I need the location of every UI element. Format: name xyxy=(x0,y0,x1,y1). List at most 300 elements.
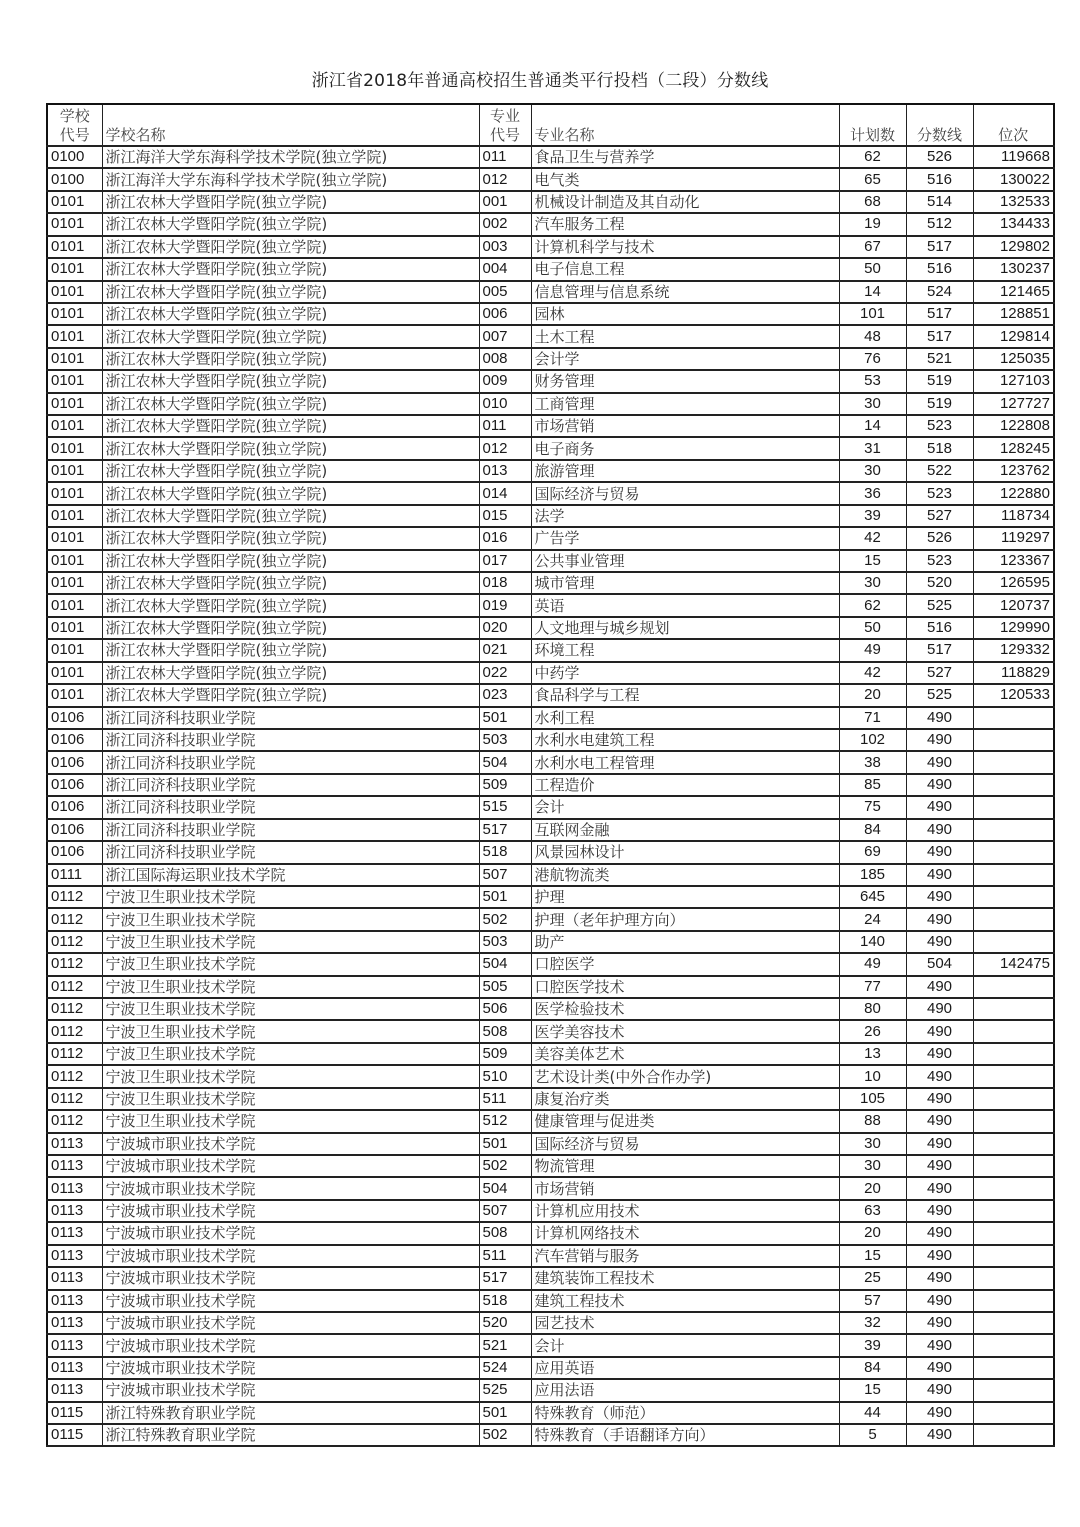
school-code-cell: 0101 xyxy=(47,393,102,415)
score-cell: 490 xyxy=(906,931,973,953)
plan-cell: 26 xyxy=(839,1020,906,1042)
school-code-cell: 0101 xyxy=(47,684,102,706)
school-name-cell: 宁波卫生职业技术学院 xyxy=(102,953,479,975)
school-name-cell: 浙江国际海运职业技术学院 xyxy=(102,864,479,886)
score-cell: 490 xyxy=(906,1088,973,1110)
school-name-cell: 宁波城市职业技术学院 xyxy=(102,1133,479,1155)
table-row xyxy=(47,796,1054,818)
table-row xyxy=(47,886,1054,908)
major-code-cell: 517 xyxy=(479,819,531,841)
school-code-cell: 0101 xyxy=(47,213,102,235)
major-code-cell: 520 xyxy=(479,1312,531,1334)
school-code-cell: 0100 xyxy=(47,146,102,168)
score-cell: 490 xyxy=(906,1290,973,1312)
table-body xyxy=(47,146,1054,1446)
major-name-cell: 美容美体艺术 xyxy=(531,1043,839,1065)
table-row xyxy=(47,281,1054,303)
plan-cell: 71 xyxy=(839,707,906,729)
school-code-cell: 0101 xyxy=(47,258,102,280)
plan-cell: 30 xyxy=(839,393,906,415)
plan-cell: 10 xyxy=(839,1065,906,1087)
major-name-cell: 互联网金融 xyxy=(531,819,839,841)
school-code-cell: 0101 xyxy=(47,550,102,572)
rank-cell xyxy=(973,998,1054,1020)
major-name-cell: 特殊教育（手语翻译方向） xyxy=(531,1424,839,1446)
major-name-cell: 计算机科学与技术 xyxy=(531,236,839,258)
header-major-code: 专业 代号 xyxy=(479,104,531,146)
header-plan: 计划数 xyxy=(839,104,906,146)
school-code-cell: 0113 xyxy=(47,1357,102,1379)
school-code-cell: 0112 xyxy=(47,886,102,908)
school-name-cell: 浙江农林大学暨阳学院(独立学院) xyxy=(102,617,479,639)
school-code-cell: 0113 xyxy=(47,1379,102,1401)
rank-cell xyxy=(973,1088,1054,1110)
rank-cell: 142475 xyxy=(973,953,1054,975)
major-code-cell: 515 xyxy=(479,796,531,818)
table-row xyxy=(47,751,1054,773)
plan-cell: 42 xyxy=(839,527,906,549)
school-name-cell: 浙江海洋大学东海科学技术学院(独立学院) xyxy=(102,168,479,190)
score-cell: 490 xyxy=(906,707,973,729)
major-name-cell: 广告学 xyxy=(531,527,839,549)
table-row xyxy=(47,1088,1054,1110)
school-code-cell: 0112 xyxy=(47,976,102,998)
major-code-cell: 007 xyxy=(479,325,531,347)
major-name-cell: 汽车营销与服务 xyxy=(531,1245,839,1267)
school-name-cell: 浙江农林大学暨阳学院(独立学院) xyxy=(102,348,479,370)
rank-cell: 129802 xyxy=(973,236,1054,258)
school-code-cell: 0112 xyxy=(47,908,102,930)
rank-cell xyxy=(973,1110,1054,1132)
score-cell: 490 xyxy=(906,1357,973,1379)
school-code-cell: 0101 xyxy=(47,348,102,370)
table-row xyxy=(47,1267,1054,1289)
rank-cell xyxy=(973,796,1054,818)
major-code-cell: 012 xyxy=(479,437,531,459)
plan-cell: 31 xyxy=(839,437,906,459)
rank-cell xyxy=(973,1177,1054,1199)
school-name-cell: 浙江农林大学暨阳学院(独立学院) xyxy=(102,415,479,437)
major-name-cell: 市场营销 xyxy=(531,1177,839,1199)
school-code-cell: 0106 xyxy=(47,729,102,751)
table-row xyxy=(47,864,1054,886)
rank-cell: 123367 xyxy=(973,550,1054,572)
rank-cell xyxy=(973,819,1054,841)
plan-cell: 15 xyxy=(839,550,906,572)
score-cell: 525 xyxy=(906,594,973,616)
school-name-cell: 浙江海洋大学东海科学技术学院(独立学院) xyxy=(102,146,479,168)
major-name-cell: 旅游管理 xyxy=(531,460,839,482)
plan-cell: 185 xyxy=(839,864,906,886)
major-name-cell: 中药学 xyxy=(531,662,839,684)
school-code-cell: 0101 xyxy=(47,460,102,482)
score-cell: 490 xyxy=(906,751,973,773)
plan-cell: 13 xyxy=(839,1043,906,1065)
plan-cell: 84 xyxy=(839,1357,906,1379)
school-name-cell: 宁波城市职业技术学院 xyxy=(102,1155,479,1177)
score-cell: 523 xyxy=(906,550,973,572)
school-code-cell: 0115 xyxy=(47,1402,102,1424)
school-name-cell: 宁波卫生职业技术学院 xyxy=(102,1088,479,1110)
major-code-cell: 003 xyxy=(479,236,531,258)
major-name-cell: 电气类 xyxy=(531,168,839,190)
plan-cell: 19 xyxy=(839,213,906,235)
score-cell: 520 xyxy=(906,572,973,594)
table-row xyxy=(47,213,1054,235)
school-name-cell: 宁波卫生职业技术学院 xyxy=(102,1110,479,1132)
major-code-cell: 502 xyxy=(479,1424,531,1446)
rank-cell: 119297 xyxy=(973,527,1054,549)
major-code-cell: 502 xyxy=(479,908,531,930)
rank-cell: 125035 xyxy=(973,348,1054,370)
major-code-cell: 018 xyxy=(479,572,531,594)
plan-cell: 30 xyxy=(839,460,906,482)
table-row xyxy=(47,931,1054,953)
major-name-cell: 英语 xyxy=(531,594,839,616)
rank-cell: 128245 xyxy=(973,437,1054,459)
school-name-cell: 浙江同济科技职业学院 xyxy=(102,729,479,751)
school-name-cell: 宁波城市职业技术学院 xyxy=(102,1177,479,1199)
major-code-cell: 509 xyxy=(479,774,531,796)
major-code-cell: 501 xyxy=(479,707,531,729)
school-code-cell: 0113 xyxy=(47,1334,102,1356)
score-table xyxy=(46,103,1055,1447)
major-code-cell: 021 xyxy=(479,639,531,661)
table-row xyxy=(47,1133,1054,1155)
major-code-cell: 005 xyxy=(479,281,531,303)
major-code-cell: 001 xyxy=(479,191,531,213)
table-row xyxy=(47,505,1054,527)
plan-cell: 20 xyxy=(839,684,906,706)
score-cell: 517 xyxy=(906,303,973,325)
table-row xyxy=(47,953,1054,975)
school-name-cell: 宁波卫生职业技术学院 xyxy=(102,931,479,953)
score-cell: 490 xyxy=(906,1402,973,1424)
plan-cell: 32 xyxy=(839,1312,906,1334)
school-code-cell: 0113 xyxy=(47,1177,102,1199)
table-row xyxy=(47,348,1054,370)
score-cell: 504 xyxy=(906,953,973,975)
score-cell: 490 xyxy=(906,1200,973,1222)
table-row xyxy=(47,370,1054,392)
score-cell: 490 xyxy=(906,796,973,818)
school-code-cell: 0101 xyxy=(47,236,102,258)
rank-cell: 127727 xyxy=(973,393,1054,415)
score-cell: 490 xyxy=(906,819,973,841)
major-name-cell: 应用法语 xyxy=(531,1379,839,1401)
plan-cell: 645 xyxy=(839,886,906,908)
school-code-cell: 0112 xyxy=(47,953,102,975)
major-name-cell: 环境工程 xyxy=(531,639,839,661)
score-cell: 490 xyxy=(906,998,973,1020)
score-cell: 517 xyxy=(906,236,973,258)
plan-cell: 80 xyxy=(839,998,906,1020)
major-code-cell: 008 xyxy=(479,348,531,370)
major-code-cell: 512 xyxy=(479,1110,531,1132)
rank-cell: 129332 xyxy=(973,639,1054,661)
table-row xyxy=(47,639,1054,661)
table-row xyxy=(47,303,1054,325)
major-name-cell: 特殊教育（师范） xyxy=(531,1402,839,1424)
school-code-cell: 0112 xyxy=(47,931,102,953)
rank-cell xyxy=(973,1312,1054,1334)
rank-cell xyxy=(973,1020,1054,1042)
plan-cell: 44 xyxy=(839,1402,906,1424)
plan-cell: 63 xyxy=(839,1200,906,1222)
school-code-cell: 0113 xyxy=(47,1290,102,1312)
table-header-row xyxy=(47,104,1054,146)
school-name-cell: 浙江特殊教育职业学院 xyxy=(102,1402,479,1424)
major-name-cell: 信息管理与信息系统 xyxy=(531,281,839,303)
plan-cell: 14 xyxy=(839,281,906,303)
plan-cell: 39 xyxy=(839,1334,906,1356)
school-code-cell: 0113 xyxy=(47,1312,102,1334)
score-cell: 490 xyxy=(906,1065,973,1087)
school-name-cell: 宁波城市职业技术学院 xyxy=(102,1267,479,1289)
rank-cell xyxy=(973,774,1054,796)
major-name-cell: 食品卫生与营养学 xyxy=(531,146,839,168)
rank-cell xyxy=(973,1155,1054,1177)
major-code-cell: 511 xyxy=(479,1088,531,1110)
major-code-cell: 521 xyxy=(479,1334,531,1356)
school-code-cell: 0100 xyxy=(47,168,102,190)
school-name-cell: 宁波卫生职业技术学院 xyxy=(102,998,479,1020)
major-code-cell: 502 xyxy=(479,1155,531,1177)
score-cell: 527 xyxy=(906,662,973,684)
major-code-cell: 518 xyxy=(479,841,531,863)
major-code-cell: 006 xyxy=(479,303,531,325)
plan-cell: 5 xyxy=(839,1424,906,1446)
school-name-cell: 宁波城市职业技术学院 xyxy=(102,1200,479,1222)
score-cell: 490 xyxy=(906,886,973,908)
major-name-cell: 食品科学与工程 xyxy=(531,684,839,706)
school-name-cell: 浙江农林大学暨阳学院(独立学院) xyxy=(102,258,479,280)
plan-cell: 50 xyxy=(839,617,906,639)
plan-cell: 49 xyxy=(839,953,906,975)
major-name-cell: 康复治疗类 xyxy=(531,1088,839,1110)
school-name-cell: 宁波城市职业技术学院 xyxy=(102,1245,479,1267)
table-row xyxy=(47,550,1054,572)
plan-cell: 25 xyxy=(839,1267,906,1289)
page-title: 浙江省2018年普通高校招生普通类平行投档（二段）分数线 xyxy=(311,71,769,91)
table-row xyxy=(47,1312,1054,1334)
table-row xyxy=(47,819,1054,841)
score-cell: 523 xyxy=(906,482,973,504)
school-name-cell: 浙江同济科技职业学院 xyxy=(102,841,479,863)
plan-cell: 20 xyxy=(839,1177,906,1199)
major-name-cell: 电子商务 xyxy=(531,437,839,459)
score-cell: 526 xyxy=(906,146,973,168)
major-name-cell: 汽车服务工程 xyxy=(531,213,839,235)
rank-cell xyxy=(973,1424,1054,1446)
major-code-cell: 014 xyxy=(479,482,531,504)
plan-cell: 30 xyxy=(839,1155,906,1177)
rank-cell xyxy=(973,1379,1054,1401)
major-code-cell: 506 xyxy=(479,998,531,1020)
major-name-cell: 人文地理与城乡规划 xyxy=(531,617,839,639)
school-code-cell: 0113 xyxy=(47,1155,102,1177)
rank-cell xyxy=(973,841,1054,863)
score-cell: 490 xyxy=(906,1043,973,1065)
major-name-cell: 工商管理 xyxy=(531,393,839,415)
major-name-cell: 公共事业管理 xyxy=(531,550,839,572)
rank-cell: 118829 xyxy=(973,662,1054,684)
school-code-cell: 0101 xyxy=(47,325,102,347)
table-row xyxy=(47,1177,1054,1199)
rank-cell xyxy=(973,1245,1054,1267)
major-code-cell: 501 xyxy=(479,1133,531,1155)
plan-cell: 102 xyxy=(839,729,906,751)
school-name-cell: 浙江同济科技职业学院 xyxy=(102,796,479,818)
major-code-cell: 020 xyxy=(479,617,531,639)
school-code-cell: 0106 xyxy=(47,774,102,796)
rank-cell xyxy=(973,908,1054,930)
major-code-cell: 022 xyxy=(479,662,531,684)
rank-cell: 123762 xyxy=(973,460,1054,482)
score-cell: 514 xyxy=(906,191,973,213)
major-code-cell: 524 xyxy=(479,1357,531,1379)
rank-cell xyxy=(973,1290,1054,1312)
major-name-cell: 口腔医学 xyxy=(531,953,839,975)
score-cell: 519 xyxy=(906,393,973,415)
major-name-cell: 港航物流类 xyxy=(531,864,839,886)
major-name-cell: 健康管理与促进类 xyxy=(531,1110,839,1132)
rank-cell xyxy=(973,931,1054,953)
school-name-cell: 浙江同济科技职业学院 xyxy=(102,751,479,773)
rank-cell: 128851 xyxy=(973,303,1054,325)
major-name-cell: 园艺技术 xyxy=(531,1312,839,1334)
rank-cell xyxy=(973,1334,1054,1356)
plan-cell: 15 xyxy=(839,1245,906,1267)
rank-cell: 134433 xyxy=(973,213,1054,235)
plan-cell: 15 xyxy=(839,1379,906,1401)
major-name-cell: 机械设计制造及其自动化 xyxy=(531,191,839,213)
score-cell: 490 xyxy=(906,1155,973,1177)
rank-cell: 130022 xyxy=(973,168,1054,190)
plan-cell: 48 xyxy=(839,325,906,347)
school-name-cell: 浙江农林大学暨阳学院(独立学院) xyxy=(102,550,479,572)
table-row xyxy=(47,1245,1054,1267)
major-code-cell: 013 xyxy=(479,460,531,482)
school-code-cell: 0112 xyxy=(47,1020,102,1042)
major-name-cell: 园林 xyxy=(531,303,839,325)
major-code-cell: 510 xyxy=(479,1065,531,1087)
rank-cell: 120737 xyxy=(973,594,1054,616)
major-code-cell: 501 xyxy=(479,886,531,908)
score-cell: 490 xyxy=(906,1177,973,1199)
school-name-cell: 宁波城市职业技术学院 xyxy=(102,1379,479,1401)
major-code-cell: 017 xyxy=(479,550,531,572)
major-name-cell: 市场营销 xyxy=(531,415,839,437)
major-code-cell: 011 xyxy=(479,415,531,437)
school-name-cell: 宁波城市职业技术学院 xyxy=(102,1334,479,1356)
rank-cell xyxy=(973,1222,1054,1244)
rank-cell xyxy=(973,1065,1054,1087)
school-code-cell: 0101 xyxy=(47,505,102,527)
table-row xyxy=(47,1110,1054,1132)
table-row xyxy=(47,437,1054,459)
major-name-cell: 电子信息工程 xyxy=(531,258,839,280)
score-cell: 490 xyxy=(906,1312,973,1334)
major-name-cell: 医学美容技术 xyxy=(531,1020,839,1042)
table-row xyxy=(47,1334,1054,1356)
school-code-cell: 0101 xyxy=(47,594,102,616)
plan-cell: 14 xyxy=(839,415,906,437)
school-name-cell: 浙江特殊教育职业学院 xyxy=(102,1424,479,1446)
rank-cell xyxy=(973,1043,1054,1065)
score-cell: 490 xyxy=(906,1110,973,1132)
score-cell: 517 xyxy=(906,639,973,661)
school-name-cell: 宁波卫生职业技术学院 xyxy=(102,908,479,930)
score-cell: 516 xyxy=(906,258,973,280)
major-name-cell: 助产 xyxy=(531,931,839,953)
score-cell: 490 xyxy=(906,1267,973,1289)
plan-cell: 68 xyxy=(839,191,906,213)
rank-cell: 127103 xyxy=(973,370,1054,392)
plan-cell: 49 xyxy=(839,639,906,661)
major-code-cell: 508 xyxy=(479,1222,531,1244)
school-name-cell: 浙江农林大学暨阳学院(独立学院) xyxy=(102,482,479,504)
score-cell: 516 xyxy=(906,617,973,639)
school-code-cell: 0112 xyxy=(47,1110,102,1132)
major-name-cell: 水利水电建筑工程 xyxy=(531,729,839,751)
school-code-cell: 0115 xyxy=(47,1424,102,1446)
score-cell: 527 xyxy=(906,505,973,527)
score-cell: 519 xyxy=(906,370,973,392)
school-name-cell: 浙江同济科技职业学院 xyxy=(102,707,479,729)
school-name-cell: 浙江农林大学暨阳学院(独立学院) xyxy=(102,639,479,661)
rank-cell xyxy=(973,1402,1054,1424)
table-row xyxy=(47,774,1054,796)
plan-cell: 53 xyxy=(839,370,906,392)
plan-cell: 38 xyxy=(839,751,906,773)
plan-cell: 65 xyxy=(839,168,906,190)
major-code-cell: 508 xyxy=(479,1020,531,1042)
school-code-cell: 0112 xyxy=(47,1088,102,1110)
school-code-cell: 0112 xyxy=(47,998,102,1020)
school-code-cell: 0113 xyxy=(47,1267,102,1289)
rank-cell xyxy=(973,1357,1054,1379)
school-code-cell: 0101 xyxy=(47,527,102,549)
major-code-cell: 517 xyxy=(479,1267,531,1289)
school-code-cell: 0113 xyxy=(47,1200,102,1222)
plan-cell: 67 xyxy=(839,236,906,258)
major-name-cell: 艺术设计类(中外合作办学) xyxy=(531,1065,839,1087)
score-cell: 490 xyxy=(906,1133,973,1155)
plan-cell: 105 xyxy=(839,1088,906,1110)
table-row xyxy=(47,415,1054,437)
score-cell: 526 xyxy=(906,527,973,549)
major-code-cell: 004 xyxy=(479,258,531,280)
score-cell: 523 xyxy=(906,415,973,437)
score-cell: 524 xyxy=(906,281,973,303)
rank-cell: 130237 xyxy=(973,258,1054,280)
plan-cell: 24 xyxy=(839,908,906,930)
table-row xyxy=(47,146,1054,168)
table-row xyxy=(47,594,1054,616)
major-name-cell: 口腔医学技术 xyxy=(531,976,839,998)
major-code-cell: 507 xyxy=(479,1200,531,1222)
header-major-name: 专业名称 xyxy=(531,104,839,146)
table-row xyxy=(47,168,1054,190)
table-row xyxy=(47,393,1054,415)
major-code-cell: 518 xyxy=(479,1290,531,1312)
table-row xyxy=(47,482,1054,504)
table-row xyxy=(47,527,1054,549)
plan-cell: 36 xyxy=(839,482,906,504)
school-code-cell: 0113 xyxy=(47,1245,102,1267)
major-name-cell: 建筑装饰工程技术 xyxy=(531,1267,839,1289)
